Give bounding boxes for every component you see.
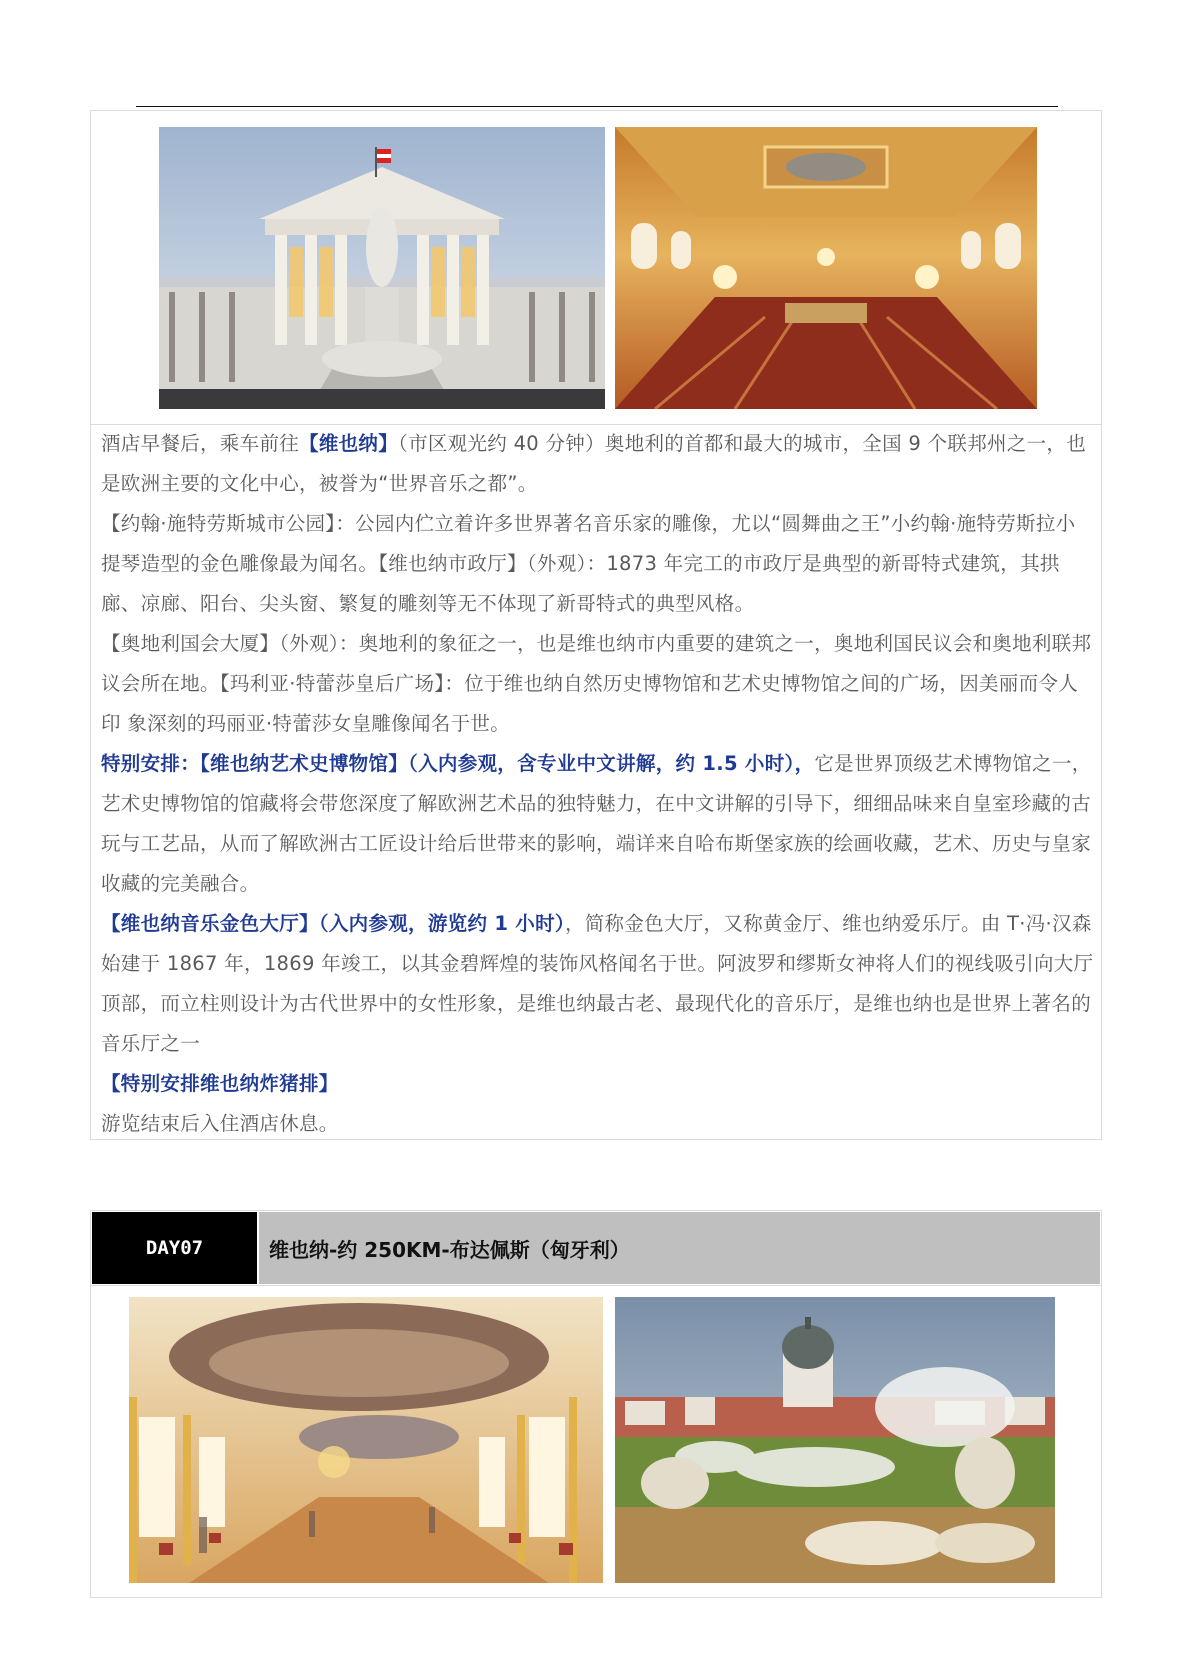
day06-itinerary-text [101, 424, 1095, 1144]
itinerary-paragraph [101, 504, 1095, 624]
highlight-text: 【维也纳音乐金色大厅】（入内参观，游览约 1 小时） [101, 912, 565, 935]
golden-hall-photo [615, 127, 1037, 409]
itinerary-paragraph [101, 904, 1095, 1064]
day07-route: 维也纳-约 250KM-布达佩斯（匈牙利） [259, 1212, 1100, 1284]
parliament-photo [159, 127, 605, 409]
day07-header [91, 1211, 1101, 1286]
day07-label: DAY07 [92, 1212, 257, 1284]
highlight-text: 特别安排：【维也纳艺术史博物馆】（入内参观，含专业中文讲解，约 1.5 小时）， [101, 752, 815, 775]
palace-gallery-photo [129, 1297, 603, 1583]
header-rule [136, 106, 1058, 107]
body-text: 游览结束后入住酒店休息。 [101, 1112, 339, 1135]
body-text: （市区观光约 40 分钟）奥地利的首都和最大的城市，全国 9 个联邦州之一，也是欧洲主要的文化中心，被誉为“世界音乐之都”。 [101, 432, 1086, 495]
itinerary-paragraph [101, 744, 1095, 904]
body-text: 【约翰·施特劳斯城市公园】：公园内伫立着许多世界著名音乐家的雕像，尤以“圆舞曲之王”小约翰·施特劳斯拉小提琴造型的金色雕像最为闻名。【维也纳市政厅】（外观）：1873 年完工的市政厅是典型的新哥特式建筑，其拱廊、凉廊、阳台、尖头窗、繁复的雕刻等无不体现了新哥特式的典型风格。 [101, 512, 1076, 615]
itinerary-paragraph [101, 424, 1095, 504]
body-text: 酒店早餐后，乘车前往 [101, 432, 300, 455]
highlight-text: 【维也纳】 [299, 432, 399, 455]
body-text: 【奥地利国会大厦】（外观）：奥地利的象征之一，也是维也纳市内重要的建筑之一，奥地利国民议会和奥地利联邦议会所在地。【玛利亚·特蕾莎皇后广场】：位于维也纳自然历史博物馆和艺术史博物馆之间的广场，因美丽而令人印 象深刻的玛丽亚·特蕾莎女皇雕像闻名于世。 [101, 632, 1092, 735]
day07-card [90, 1210, 1102, 1598]
fountain-garden-photo [615, 1297, 1055, 1583]
body-text: 它是世界顶级艺术博物馆之一，艺术史博物馆的馆藏将会带您深度了解欧洲艺术品的独特魅力，在中文讲解的引导下，细细品味来自皇室珍藏的古玩与工艺品，从而了解欧洲古工匠设计给后世带来的影响，端详来自哈布斯堡家族的绘画收藏，艺术、历史与皇家收藏的完美融合。 [101, 752, 1092, 895]
body-text: ，简称金色大厅，又称黄金厅、维也纳爱乐厅。由 T·冯·汉森始建于 1867 年，1869 年竣工，以其金碧辉煌的装饰风格闻名于世。阿波罗和缪斯女神将人们的视线吸引向大厅顶部，而立柱则设计为古代世界中的女性形象，是维也纳最古老、最现代化的音乐厅，是维也纳也是世界上著名的音乐厅之一 [101, 912, 1094, 1055]
day06-photo-row [91, 111, 1101, 425]
itinerary-paragraph [101, 1064, 1095, 1104]
itinerary-paragraph [101, 1104, 1095, 1144]
highlight-text: 【特别安排维也纳炸猪排】 [101, 1072, 339, 1095]
day06-card [90, 110, 1102, 1140]
itinerary-paragraph [101, 624, 1095, 744]
